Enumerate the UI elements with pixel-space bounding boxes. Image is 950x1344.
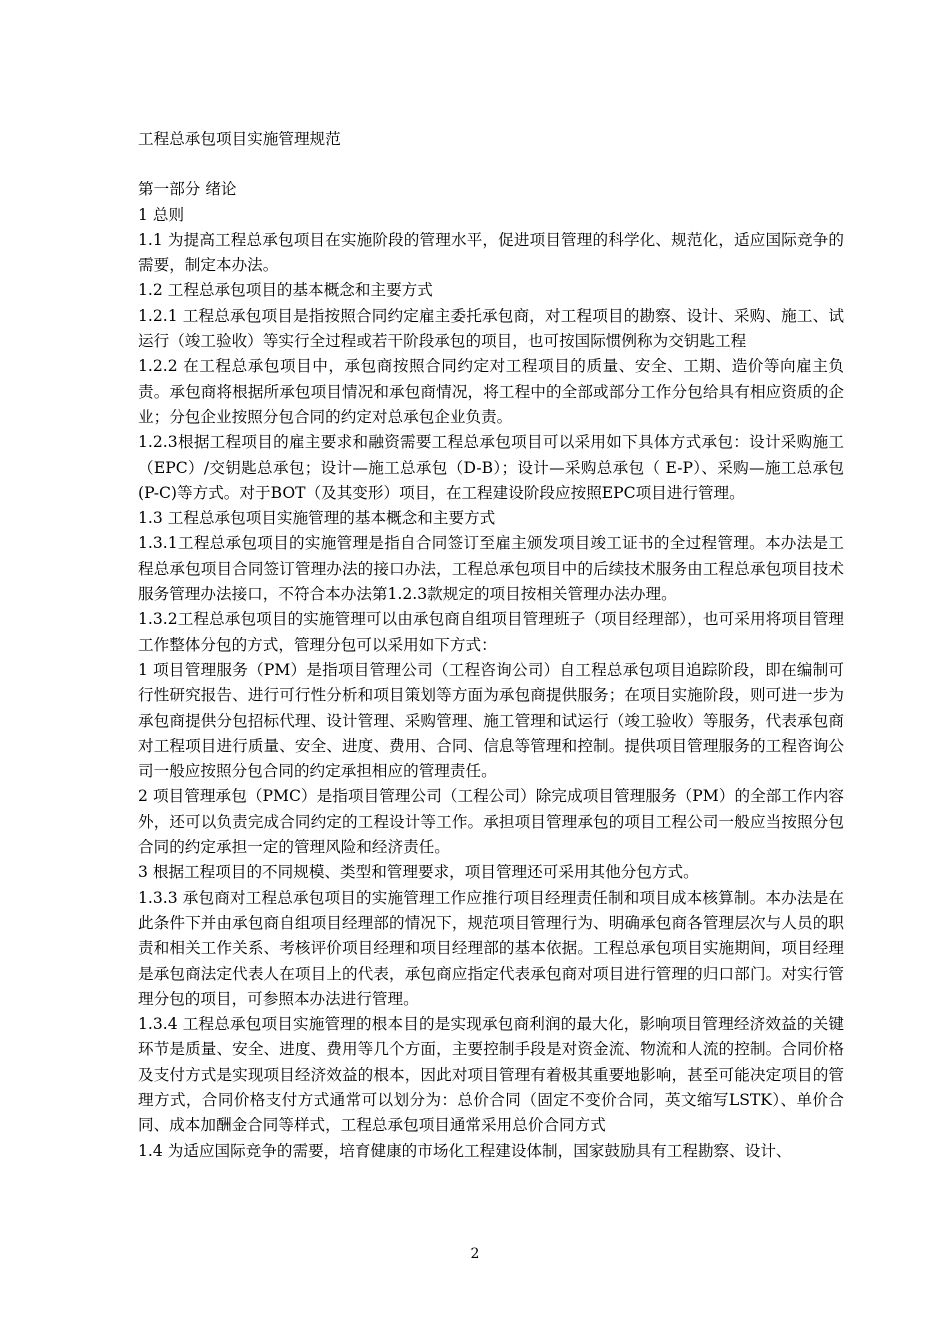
section-heading: 1 总则: [138, 205, 185, 224]
paragraph: 1 项目管理服务（PM）是指项目管理公司（工程咨询公司）自工程总承包项目追踪阶段，即在编制可行性研究报告、进行可行性分析和项目策划等方面为承包商提供服务；在项目实施阶段，则可进一步为承包商提供分包招标代理、设计管理、采购管理、施工管理和试运行（竣工验收）等服务，代表承包商对工程项目进行质量、安全、进度、费用、合同、信息等管理和控制。提供项目管理服务的工程咨询公司一般应按照分包合同的约定承担相应的管理责任。: [138, 660, 844, 781]
section-heading: 1.3 工程总承包项目实施管理的基本概念和主要方式: [138, 509, 496, 528]
page-number: 2: [470, 1246, 480, 1262]
paragraph: 1.1 为提高工程总承包项目在实施阶段的管理水平，促进项目管理的科学化、规范化，适应国际竞争的需要，制定本办法。: [138, 230, 844, 275]
document-body: [138, 127, 844, 1164]
paragraph: 3 根据工程项目的不同规模、类型和管理要求，项目管理还可采用其他分包方式。: [138, 863, 699, 882]
paragraph: 1.2.3根据工程项目的雇主要求和融资需要工程总承包项目可以采用如下具体方式承包：设计采购施工（EPC）/交钥匙总承包；设计—施工总承包（D-B）；设计—采购总承包（ E-P）、采购—施工总承包(P-C)等方式。对于BOT（及其变形）项目，在工程建设阶段应按照EPC项目进行管理。: [138, 433, 844, 502]
paragraph: 1.3.3 承包商对工程总承包项目的实施管理工作应推行项目经理责任制和项目成本核算制。本办法是在此条件下并由承包商自组项目经理部的情况下，规范项目管理行为、明确承包商各管理层次与人员的职责和相关工作关系、考核评价项目经理和项目经理部的基本依据。工程总承包项目实施期间，项目经理是承包商法定代表人在项目上的代表，承包商应指定代表承包商对项目进行管理的归口部门。对实行管理分包的项目，可参照本办法进行管理。: [138, 888, 844, 1008]
part-heading: 第一部分 绪论: [138, 180, 237, 199]
paragraph: 1.3.1工程总承包项目的实施管理是指自合同签订至雇主颁发项目竣工证书的全过程管理。本办法是工程总承包项目合同签订管理办法的接口办法，工程总承包项目中的后续技术服务由工程总承包项目技术服务管理办法接口，不符合本办法第1.2.3款规定的项目按相关管理办法办理。: [138, 534, 844, 604]
paragraph: 1.3.4 工程总承包项目实施管理的根本目的是实现承包商利润的最大化，影响项目管理经济效益的关键环节是质量、安全、进度、费用等几个方面，主要控制手段是对资金流、物流和人流的控制。合同价格及支付方式是实现项目经济效益的根本，因此对项目管理有着极其重要地影响，甚至可能决定项目的管理方式，合同价格支付方式通常可以划分为：总价合同（固定不变价合同，英文缩写LSTK）、单价合同、成本加酬金合同等样式，工程总承包项目通常采用总价合同方式: [138, 1015, 844, 1135]
paragraph: 1.4 为适应国际竞争的需要，培育健康的市场化工程建设体制，国家鼓励具有工程勘察、设计、: [138, 1141, 792, 1160]
paragraph: 1.2.2 在工程总承包项目中，承包商按照合同约定对工程项目的质量、安全、工期、造价等向雇主负责。承包商将根据所承包项目情况和承包商情况，将工程中的全部或部分工作分包给具有相应资质的企业；分包企业按照分包合同的约定对总承包企业负责。: [138, 357, 844, 426]
paragraph: 2 项目管理承包（PMC）是指项目管理公司（工程公司）除完成项目管理服务（PM）的全部工作内容外，还可以负责完成合同约定的工程设计等工作。承担项目管理承包的项目工程公司一般应当按照分包合同的约定承担一定的管理风险和经济责任。: [138, 787, 844, 857]
document-title: 工程总承包项目实施管理规范: [138, 130, 341, 148]
paragraph: 1.3.2工程总承包项目的实施管理可以由承包商自组项目管理班子（项目经理部），也可采用将项目管理工作整体分包的方式，管理分包可以采用如下方式：: [138, 610, 844, 654]
section-heading: 1.2 工程总承包项目的基本概念和主要方式: [138, 281, 433, 300]
paragraph: 1.2.1 工程总承包项目是指按照合同约定雇主委托承包商，对工程项目的勘察、设计、采购、施工、试运行（竣工验收）等实行全过程或若干阶段承包的项目，也可按国际惯例称为交钥匙工程: [138, 306, 844, 351]
